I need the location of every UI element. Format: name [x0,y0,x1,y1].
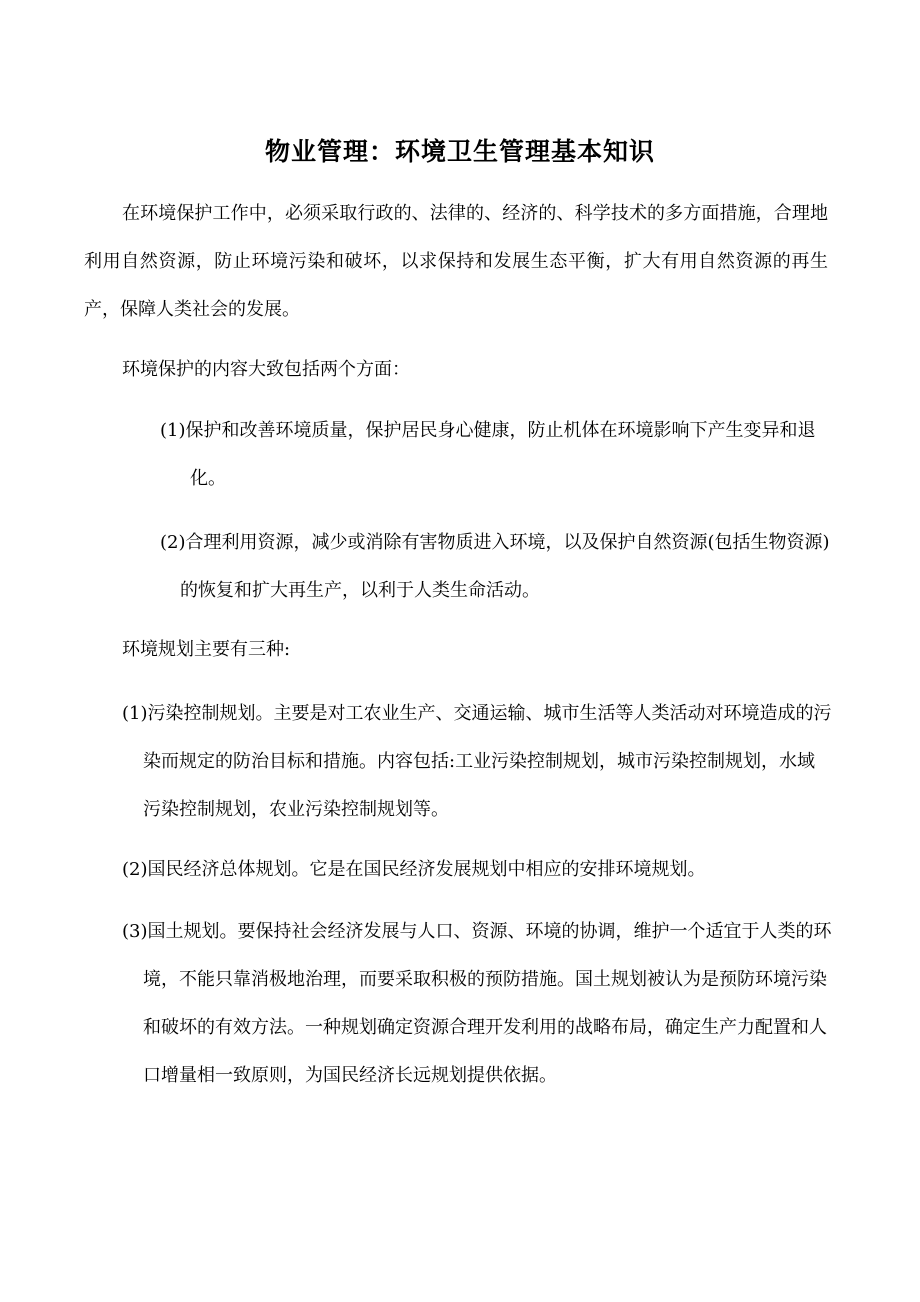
env-planning-item-1: (1)污染控制规划。主要是对工农业生产、交通运输、城市生活等人类活动对环境造成的污染而规定的防治目标和措施。内容包括:工业污染控制规划，城市污染控制规划，水域污染控制规划，农业污染控制规划等。 [122,703,832,820]
page-title: 物业管理：环境卫生管理基本知识 [264,137,655,166]
intro-paragraph: 在环境保护工作中，必须采取行政的、法律的、经济的、科学技术的多方面措施，合理地利用自然资源，防止环境污染和破坏，以求保持和发展生态平衡，扩大有用自然资源的再生产，保障人类社会的发展。 [84,203,828,320]
env-protection-item-2: (2)合理利用资源，减少或消除有害物质进入环境，以及保护自然资源(包括生物资源)的恢复和扩大再生产，以利于人类生命活动。 [160,532,830,601]
env-planning-item-3: (3)国土规划。要保持社会经济发展与人口、资源、环境的协调，维护一个适宜于人类的环境，不能只靠消极地治理，而要采取积极的预防措施。国土规划被认为是预防环境污染和破坏的有效方法。一种规划确定资源合理开发利用的战略布局，确定生产力配置和人口增量相一致原则，为国民经济长远规划提供依据。 [122,921,832,1086]
env-protection-heading: 环境保护的内容大致包括两个方面： [122,359,410,380]
env-protection-item-1: (1)保护和改善环境质量，保护居民身心健康，防止机体在环境影响下产生变异和退化。 [160,420,816,489]
env-planning-heading: 环境规划主要有三种: [122,639,291,660]
env-planning-item-2: (2)国民经济总体规划。它是在国民经济发展规划中相应的安排环境规划。 [122,859,706,880]
